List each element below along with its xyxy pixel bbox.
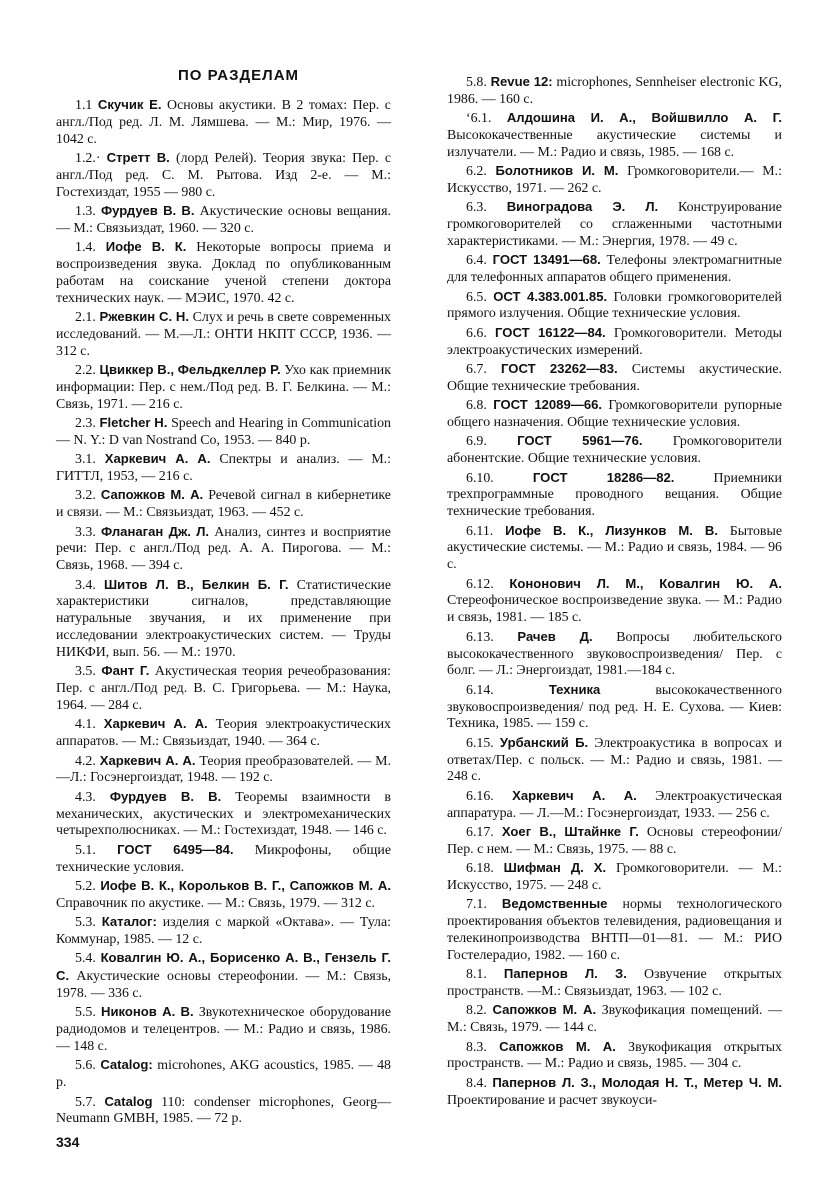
reference-entry [447,576,782,628]
reference-text: Теория электроакустических аппаратов. — М.: Связьиздат, 1940. — 364 с. [56,717,391,750]
reference-number: 5.4. [75,951,96,967]
reference-author: Никонов А. В. [101,1004,194,1020]
reference-number: 8.4. [466,1075,487,1091]
reference-text: Основы стереофонии/ Пер. с нем. — М.: Связь, 1975. — 88 с. [447,824,782,857]
reference-number: 6.17. [466,824,494,840]
reference-text: Теоремы взаимности в механических, акустических и электромеханических четырехполюсниках. — М.: Гостехиздат, 1948. — 146 с. [56,789,391,839]
reference-text: Некоторые вопросы приема и воспроизведения звука. Доклад по опубликованным работам на соискание ученой степени доктора технических наук. — МЭИС, 1970. 42 с. [56,240,391,306]
reference-entry [447,433,782,468]
reference-author: Цвиккер В., Фельдкеллер Р. [99,362,281,377]
reference-text: Слух и речь в свете современных исследований. — М.—Л.: ОНТИ НКПТ СССР, 1936. — 312 с. [56,309,392,359]
reference-author: Fletcher H. [99,415,168,431]
reference-text: Громкоговорители абонентские. Общие технические условия. [447,434,782,467]
reference-number: 1.4. [75,240,96,256]
reference-number: 6.15. [466,735,494,751]
reference-text: Звукофикация помещений. — М.: Связь, 1979. — 144 с. [447,1003,782,1036]
reference-entry [56,716,391,751]
reference-text: Бытовые акустические системы. — М.: Радио и связь, 1984. — 96 с. [447,523,782,573]
reference-number: 2.3. [75,416,96,432]
reference-text: Громкоговорители. Методы электроакустических измерений. [447,325,782,358]
reference-entry [447,1039,782,1074]
reference-entry [56,150,391,202]
reference-number: 5.1. [75,842,96,858]
reference-author: Revue 12: [490,74,553,89]
reference-author: Харкевич А. А. [103,716,208,732]
reference-entry [56,914,391,949]
reference-entry [56,878,391,913]
reference-text: Электроакустика в вопросах и ответах/Пер. с польск. — М.: Радио и связь, 1981. — 248 с. [447,735,782,785]
reference-number: 3.2. [75,488,96,504]
left-column [56,66,391,1130]
reference-number: 6.10. [466,470,494,486]
reference-number: 6.9. [466,434,487,450]
reference-text: Микрофоны, общие технические условия. [56,842,391,875]
reference-number: 6.16. [466,788,494,804]
reference-list-left [56,97,391,1128]
reference-number: 6.7. [466,362,487,377]
reference-entry [56,451,391,486]
section-heading: ПО РАЗДЕЛАМ [177,67,300,84]
reference-number: 5.6. [75,1058,96,1074]
reference-number: 6.8. [466,398,487,414]
reference-author: Харкевич А. А. [99,752,196,768]
reference-author: Иофе В. К., Корольков В. Г., Сапожков М. А. [100,877,391,893]
reference-number: 3.3. [75,524,96,540]
reference-author: Сапожков М. А. [100,487,204,503]
reference-entry [56,789,391,841]
reference-text: Акустические основы вещания. — М.: Связьиздат, 1960. — 320 с. [56,203,391,236]
reference-number: 3.1. [75,452,96,468]
reference-entry [447,397,782,432]
reference-text: Теория преобразователей. — М.—Л.: Госэнергоиздат, 1948. — 192 с. [56,753,391,786]
reference-text: Громкоговорители.— М.: Искусство, 1971. — 262 с. [447,164,782,197]
reference-number: 8.3. [466,1039,487,1055]
reference-author: ГОСТ 13491—68. [492,252,601,268]
reference-text: Громкоговорители рупорные общего назначения. Общие технические условия. [447,398,782,431]
reference-number: 5.7. [75,1094,96,1110]
reference-entry [447,163,782,198]
reference-number: 6.18. [466,861,494,877]
reference-author: Ржевкин С. Н. [99,308,190,324]
reference-author: Болотников И. М. [495,163,619,179]
reference-entry [447,966,782,1001]
reference-author: Catalog [104,1093,153,1109]
reference-entry [447,824,782,859]
reference-entry [447,470,782,522]
reference-entry [447,788,782,823]
reference-text: Громкоговорители. — М.: Искусство, 1975. — 248 с. [447,861,782,893]
reference-author: Фурдуев В. В. [100,202,195,218]
reference-number: 6.3. [466,200,487,216]
reference-number: 5.3. [75,915,96,931]
reference-text: Высококачественные акустические системы и излучатели. — М.: Радио и связь, 1985. — 168 с. [447,128,782,160]
reference-author: Ведомственные [501,896,608,912]
reference-author: ГОСТ 16122—84. [495,324,606,340]
reference-entry [447,252,782,287]
reference-number: 2.1. [75,309,96,325]
reference-entry [447,629,782,681]
reference-text: Телефоны электромагнитные для телефонных аппаратов общего применения. [447,253,782,286]
reference-entry [447,523,782,575]
reference-author: Фланаган Дж. Л. [101,523,210,539]
reference-text: Электроакустическая аппаратура. — Л.—М.: Госэнергоиздат, 1933. — 256 с. [447,788,782,821]
reference-text: Акустическая теория речеобразования: Пер. с англ./Под ред. В. С. Григорьева. — М.: Наука, 1964. — 284 с. [56,664,391,714]
reference-entry [447,735,782,787]
reference-number: 6.11. [466,523,494,539]
reference-entry [56,950,391,1003]
reference-entry [447,199,782,251]
reference-entry [56,415,391,450]
reference-author: ОСТ 4.383.001.85. [493,288,608,304]
reference-entry [447,1075,782,1110]
reference-entry [447,1002,782,1037]
reference-entry [56,1094,391,1129]
reference-entry [56,524,391,576]
reference-text: Проектирование и расчет звукоуси- [447,1092,658,1108]
reference-author: ГОСТ 5961—76. [517,433,643,449]
reference-entry [56,663,391,715]
reference-text: Анализ, синтез и восприятие речи: Пер. с англ./Под ред. А. А. Пирогова. — М.: Связь, 1968. — 394 с. [56,524,391,574]
reference-number: ‘6.1. [466,111,492,127]
reference-text: Озвучение открытых пространств. —М.: Связьиздат, 1963. — 102 с. [447,967,782,1000]
reference-entry [447,110,782,162]
reference-text: нормы технологического проектирования объектов телевидения, радиовещания и телекинопроизводства ВНТП—01—81. — М.: РИО Гостелерадио, 1982. — 160 с. [447,897,782,963]
reference-entry [56,97,391,149]
reference-author: Алдошина И. А., Войшвилло А. Г. [506,110,782,126]
reference-author: Урбанский Б. [499,734,589,750]
reference-entry [56,362,391,414]
reference-author: Техника [548,681,601,697]
reference-author: Каталог: [101,914,157,930]
reference-text: Звукотехническое оборудование радиодомов и телецентров. — М.: Радио и связь, 1986. — 148 с. [56,1005,391,1055]
reference-author: ГОСТ 23262—83. [501,361,618,376]
reference-number: 1.1 [75,97,93,113]
reference-number: 8.1. [466,967,487,983]
reference-author: Кононович Л. М., Ковалгин Ю. А. [509,575,782,591]
reference-number: 3.4. [75,577,96,593]
reference-text: Справочник по акустике. — М.: Связь, 1979. — 312 с. [56,895,375,911]
reference-author: Сапожков М. А. [492,1002,597,1018]
reference-text: (лорд Релей). Теория звука: Пер. с англ./Под ред. С. М. Рытова. Изд 2-е. — М.: Гостехиздат, 1955 — 980 с. [56,150,391,200]
reference-number: 1.2.· [75,150,101,166]
reference-text: Конструирование громкоговорителей со сглаженными частотными характеристиками. — М.: Энергия, 1978. — 49 с. [447,200,782,250]
reference-author: Catalog: [100,1057,153,1073]
reference-number: 6.4. [466,253,487,269]
page-number: 334 [56,1134,80,1150]
reference-number: 5.2. [75,878,96,894]
reference-number: 3.5. [75,664,96,680]
reference-entry [56,487,391,522]
reference-text: Статистические характеристики сигналов, представляющие натуральные звучания, и их применение при исследовании электроакустических систем. — Труды НИКФИ, вып. 56. — М.: 1970. [56,577,391,660]
reference-author: Харкевич А. А. [104,451,211,467]
reference-number: 6.12. [466,576,494,592]
reference-author: Скучик Е. [97,96,162,112]
reference-author: Папернов Л. З. [503,966,627,982]
reference-author: Виноградова Э. Л. [506,199,659,215]
reference-entry [447,860,782,895]
reference-author: Иофе В. К., Лизунков М. В. [505,522,718,538]
reference-list-right [447,74,782,1109]
reference-text: microphones, Sennheiser electronic KG, 1986. — 160 с. [447,75,782,107]
reference-number: 5.8. [466,75,487,90]
reference-author: Сапожков М. А. [499,1038,616,1054]
reference-text: Приемники трехпрограммные проводного вещания. Общие технические требования. [447,470,782,520]
reference-entry [447,289,782,324]
reference-number: 6.5. [466,289,487,305]
reference-number: 7.1. [466,897,487,913]
reference-text: Основы акустики. В 2 томах: Пер. с англ./Под ред. Л. М. Лямшева. — М.: Мир, 1976. — 1042 с. [56,97,391,147]
reference-number: 6.2. [466,164,487,180]
reference-entry [56,309,391,361]
reference-author: Папернов Л. З., Молодая Н. Т., Метер Ч. М. [492,1074,782,1090]
reference-author: ГОСТ 6495—84. [117,841,234,857]
reference-entry [56,753,391,788]
reference-text: Звукофикация открытых пространств. — М.: Радио и связь, 1985. — 304 с. [447,1039,782,1072]
reference-author: Стретт В. [106,149,170,165]
reference-number: 6.13. [466,629,494,645]
reference-author: Шитов Л. В., Белкин Б. Г. [103,576,289,592]
reference-number: 6.14. [466,682,494,698]
reference-text: Спектры и анализ. — М.: ГИТТЛ, 1953, — 216 с. [56,452,392,485]
reference-entry [447,325,782,360]
reference-entry [56,1004,391,1056]
reference-text: microhones, AKG acoustics, 1985. — 48 p. [56,1058,391,1091]
reference-number: 4.2. [75,753,96,769]
reference-author: ГОСТ 18286—82. [532,469,675,485]
reference-entry [56,577,391,662]
reference-text: Системы акустические. Общие технические требования. [447,362,782,394]
reference-text: 110: condenser microphones, Georg—Neumann GMBH, 1985. — 72 p. [56,1094,392,1127]
reference-number: 4.1. [75,717,96,733]
reference-author: Шифман Д. Х. [503,860,607,876]
reference-text: Вопросы любительского высококачественного звуковоспроизведения/ Пер. с болг. — Л.: Энергоиздат, 1981.—184 с. [447,629,782,679]
reference-entry [56,842,391,877]
reference-author: Фурдуев В. В. [109,788,222,804]
reference-number: 5.5. [75,1005,96,1021]
reference-text: Акустические основы стереофонии. — М.: Связь, 1978. — 336 с. [56,969,392,1002]
reference-number: 1.3. [75,203,96,219]
reference-text: высококачественного звуковоспроизведения/ под ред. Н. Е. Сухова. — Киев: Техника, 1985. — 159 с. [447,682,782,732]
reference-number: 8.2. [466,1003,487,1019]
reference-text: изделия с маркой «Октава». — Тула: Коммунар, 1985. — 12 с. [56,915,391,947]
reference-number: 2.2. [75,363,96,378]
reference-author: Иофе В. К. [105,239,187,255]
reference-number: 6.6. [466,325,487,341]
reference-text: Головки громкоговорителей прямого излучения. Общие технические условия. [447,289,782,322]
reference-author: Рачев Д. [517,628,593,644]
reference-text: Речевой сигнал в кибернетике и связи. — М.: Связьиздат, 1963. — 452 с. [56,488,391,521]
reference-entry [447,896,782,964]
reference-entry [56,239,391,307]
reference-author: ГОСТ 12089—66. [493,397,603,413]
reference-author: Ковалгин Ю. А., Борисенко А. В., Гензель Г. С. [56,950,391,984]
reference-entry [447,361,782,396]
reference-author: Хоег В., Штайнке Г. [501,823,639,839]
reference-author: Фант Г. [101,663,150,679]
reference-text: Ухо как приемник информации: Пер. с нем./Под ред. В. Г. Белкина. — М.: Связь, 1971. — 216 с. [56,363,391,412]
reference-text: Speech and Hearing in Communication — N. Y.: D van Nostrand Co, 1953. — 840 p. [56,416,391,448]
reference-entry [56,1057,391,1092]
reference-entry [447,74,782,109]
reference-entry [447,682,782,734]
reference-entry [56,203,391,238]
reference-number: 4.3. [75,789,96,805]
reference-author: Харкевич А. А. [512,787,637,803]
right-column [447,74,782,1111]
reference-text: Стереофоническое воспроизведение звука. — М.: Радио и связь, 1981. — 185 с. [447,593,782,626]
